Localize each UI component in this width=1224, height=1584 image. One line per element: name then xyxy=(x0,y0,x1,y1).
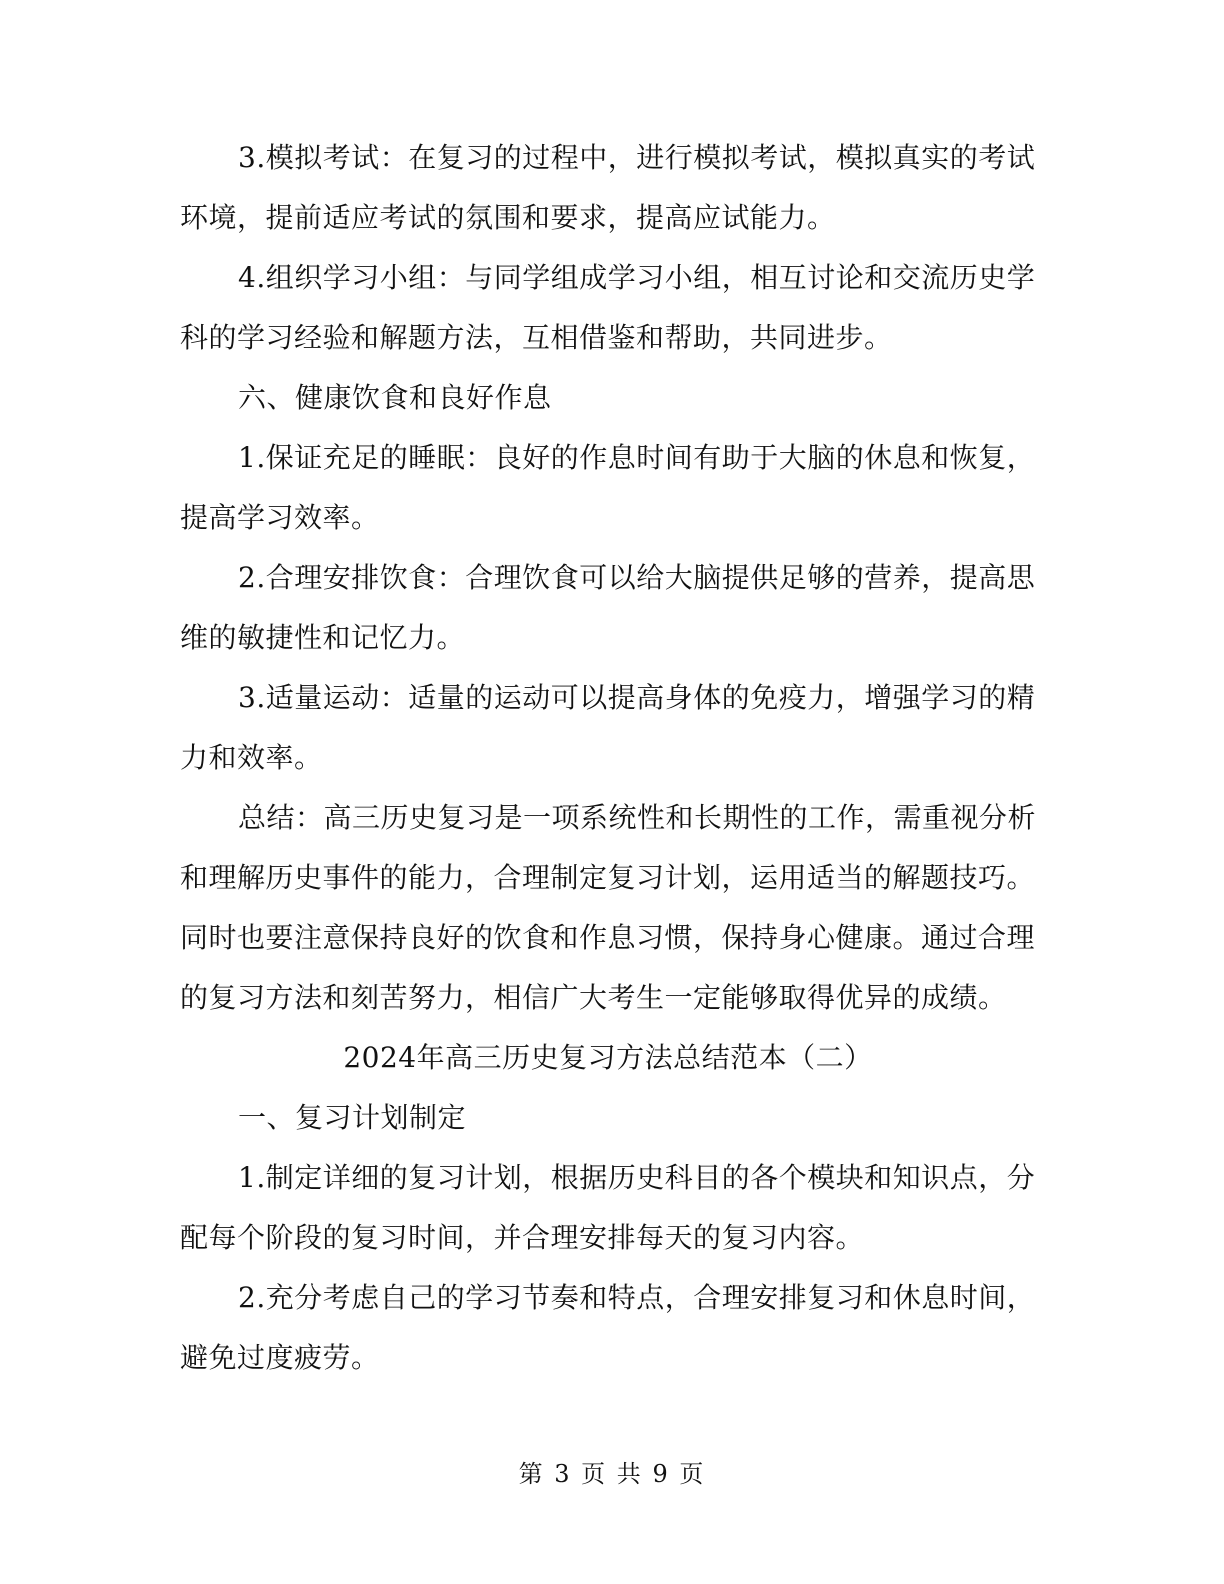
paragraph-mock-exam: 3.模拟考试：在复习的过程中，进行模拟考试，模拟真实的考试环境，提前适应考试的氛围和要求，提高应试能力。 xyxy=(180,141,1036,234)
paragraph-diet: 2.合理安排饮食：合理饮食可以给大脑提供足够的营养，提高思维的敏捷性和记忆力。 xyxy=(180,561,1036,654)
paragraph-sleep: 1.保证充足的睡眠：良好的作息时间有助于大脑的休息和恢复，提高学习效率。 xyxy=(180,441,1036,534)
paragraph-exercise: 3.适量运动：适量的运动可以提高身体的免疫力，增强学习的精力和效率。 xyxy=(180,681,1036,774)
document-body xyxy=(180,128,1036,1388)
paragraph-detailed-plan: 1.制定详细的复习计划，根据历史科目的各个模块和知识点，分配每个阶段的复习时间，并合理安排每天的复习内容。 xyxy=(180,1161,1036,1254)
section-heading-plan: 一、复习计划制定 xyxy=(238,1101,467,1134)
section-heading-health: 六、健康饮食和良好作息 xyxy=(238,381,552,414)
paragraph-study-group: 4.组织学习小组：与同学组成学习小组，相互讨论和交流历史学科的学习经验和解题方法，互相借鉴和帮助，共同进步。 xyxy=(180,261,1036,354)
paragraph-summary: 总结：高三历史复习是一项系统性和长期性的工作，需重视分析和理解历史事件的能力，合理制定复习计划，运用适当的解题技巧。同时也要注意保持良好的饮食和作息习惯，保持身心健康。通过合理的复习方法和刻苦努力，相信广大考生一定能够取得优异的成绩。 xyxy=(180,801,1037,1014)
document-title: 2024年高三历史复习方法总结范本（二） xyxy=(343,1041,873,1074)
paragraph-rhythm: 2.充分考虑自己的学习节奏和特点，合理安排复习和休息时间，避免过度疲劳。 xyxy=(180,1281,1036,1374)
page-number-footer: 第 3 页 共 9 页 xyxy=(518,1460,706,1488)
